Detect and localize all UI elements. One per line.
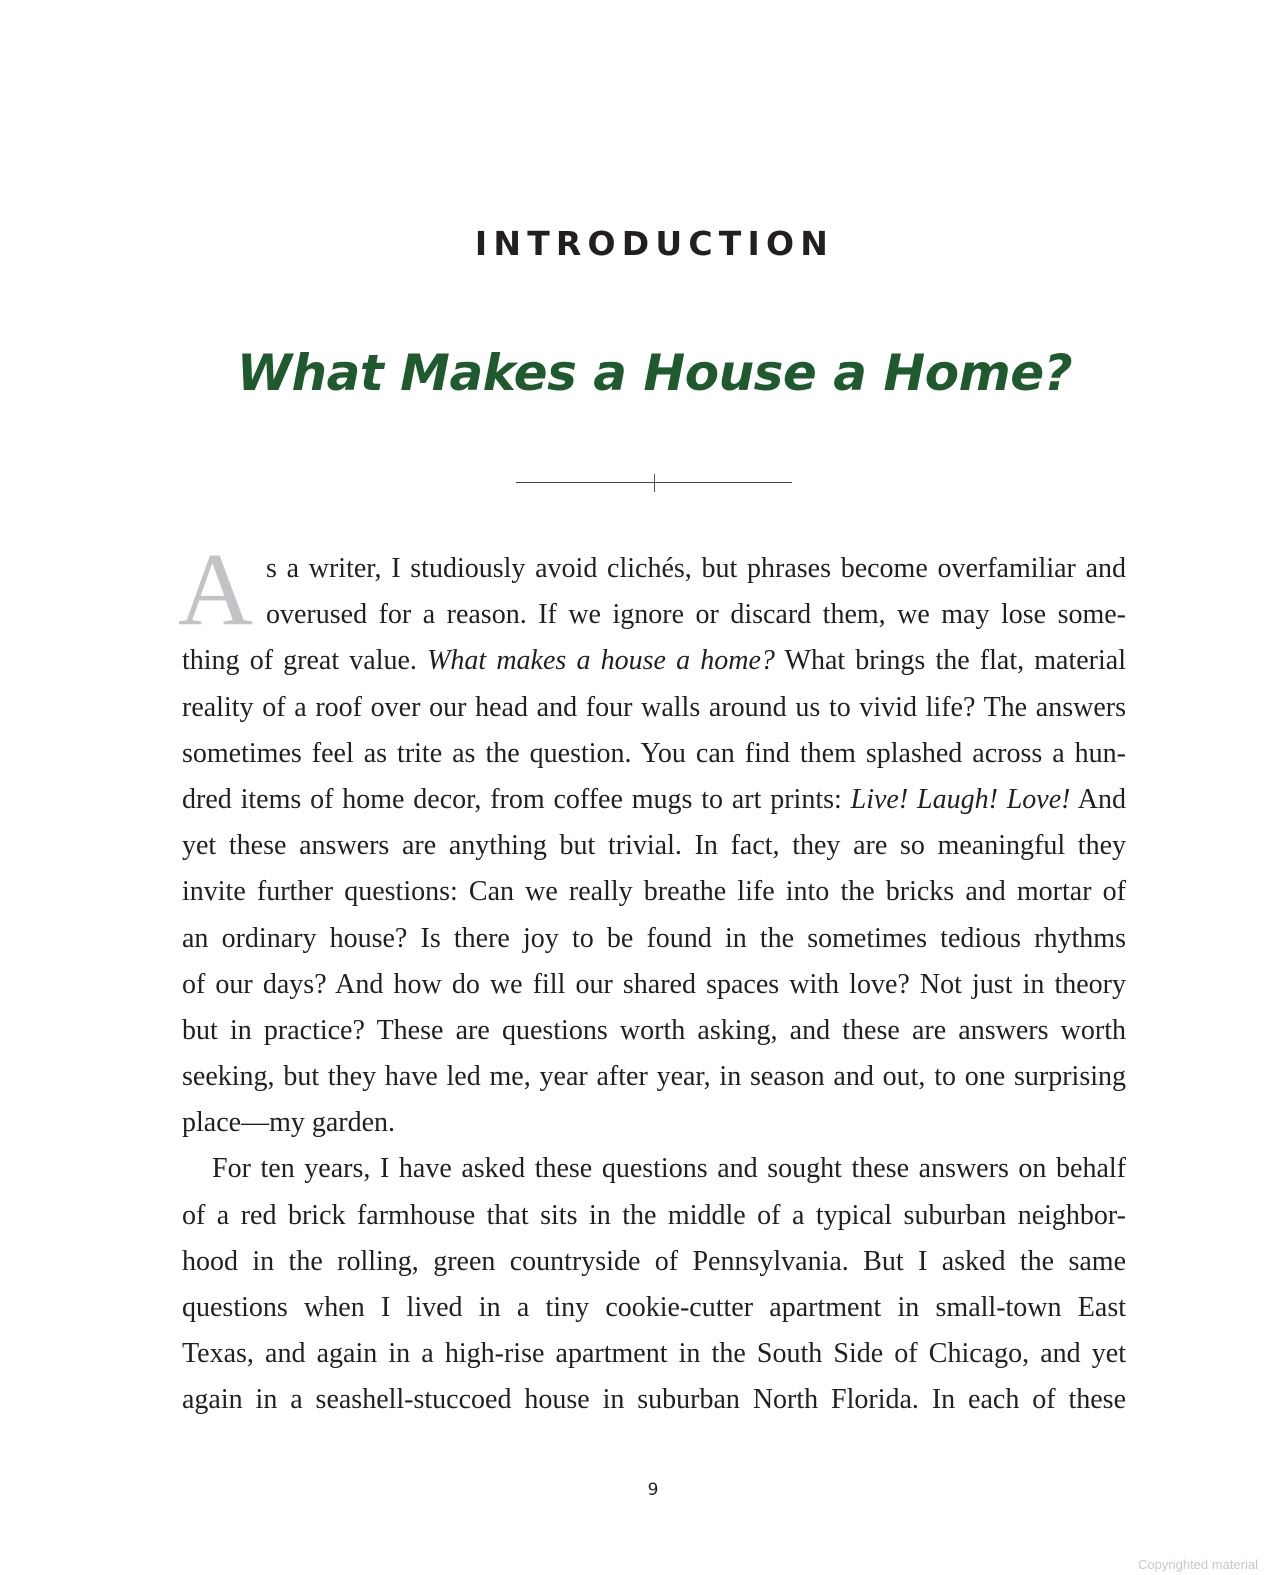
italic-text: What makes a house a home? (427, 645, 775, 677)
text-run: Texas, and again in a high-rise apartment in the South Side of Chicago, and yet (182, 1338, 1126, 1370)
text-run: seeking, but they have led me, year after year, in season and out, to one surprising (182, 1061, 1126, 1093)
text-line (182, 1193, 1126, 1239)
text-line-content (182, 916, 1126, 962)
text-line (182, 592, 1126, 638)
body-lines (182, 546, 1126, 1424)
text-run: sometimes feel as trite as the question. You can find them splashed across a hun- (182, 737, 1126, 769)
text-line-content (212, 1146, 1126, 1192)
text-line (182, 1146, 1126, 1192)
chapter-label: INTRODUCTION (474, 224, 835, 263)
copyright-watermark: Copyrighted material (1138, 1557, 1258, 1572)
text-line-content (182, 1331, 1126, 1377)
text-line-content (182, 731, 1126, 777)
text-run: of a red brick farmhouse that sits in the middle of a typical suburban neighbor- (182, 1199, 1126, 1231)
text-run: For ten years, I have asked these questions and sought these answers on behalf (212, 1153, 1126, 1185)
text-line (182, 685, 1126, 731)
text-line (182, 1100, 1126, 1146)
text-line-content (182, 638, 1126, 684)
chapter-title: What Makes a House a Home? (236, 344, 1073, 402)
text-line-content (266, 592, 1126, 638)
drop-cap: A (178, 532, 254, 647)
text-line-content (182, 777, 1126, 823)
text-line-content (182, 1193, 1126, 1239)
text-line (182, 962, 1126, 1008)
text-line (182, 1377, 1126, 1423)
text-line (182, 1331, 1126, 1377)
text-line-content (266, 546, 1126, 592)
body-text (178, 532, 1126, 1424)
text-run: reality of a roof over our head and four walls around us to vivid life? The answers (182, 691, 1126, 723)
text-line-content (182, 962, 1126, 1008)
text-run: invite further questions: Can we really breathe life into the bricks and mortar of (182, 876, 1126, 908)
text-line (182, 777, 1126, 823)
text-run: yet these answers are anything but trivial. In fact, they are so meaningful they (182, 830, 1126, 862)
text-line-content (182, 823, 1126, 869)
text-line (182, 1008, 1126, 1054)
text-line (182, 638, 1126, 684)
text-line-content (182, 869, 1126, 915)
text-line (182, 731, 1126, 777)
text-line-content (182, 685, 1126, 731)
text-run: questions when I lived in a tiny cookie-cutter apartment in small-town East (182, 1292, 1126, 1323)
section-ornament (516, 474, 792, 492)
text-line (182, 916, 1126, 962)
text-line-content (182, 1008, 1126, 1054)
text-line-content (182, 1100, 1126, 1146)
text-run: of our days? And how do we fill our shared spaces with love? Not just in theory (182, 968, 1126, 1000)
text-line (182, 823, 1126, 869)
text-run: but in practice? These are questions worth asking, and these are answers worth (182, 1014, 1126, 1046)
text-run: What brings the flat, material (774, 645, 1126, 677)
text-line (182, 1285, 1126, 1331)
text-line-content (182, 1239, 1126, 1285)
page-number: 9 (647, 1480, 659, 1500)
text-run: hood in the rolling, green countryside of Pennsylvania. But I asked the same (182, 1245, 1126, 1277)
text-line (182, 869, 1126, 915)
text-line-content (182, 1054, 1126, 1100)
text-run: thing of great value. (182, 645, 428, 677)
text-line-content (182, 1285, 1126, 1331)
text-run: And (1070, 783, 1126, 815)
text-run: place—my garden. (182, 1107, 396, 1139)
text-run: overused for a reason. If we ignore or discard them, we may lose some- (266, 599, 1126, 631)
text-line-content (182, 1377, 1126, 1423)
text-run: dred items of home decor, from coffee mugs to art prints: (182, 783, 851, 815)
text-run: s a writer, I studiously avoid clichés, but phrases become overfamiliar and (266, 553, 1126, 584)
text-run: an ordinary house? Is there joy to be found in the sometimes tedious rhythms (182, 922, 1126, 954)
text-line (182, 1239, 1126, 1285)
italic-text: Live! Laugh! Love! (850, 783, 1071, 815)
ornament-tick (654, 474, 655, 492)
text-line (182, 1054, 1126, 1100)
text-run: again in a seashell-stuccoed house in suburban North Florida. In each of these (182, 1384, 1126, 1416)
text-line (182, 546, 1126, 592)
